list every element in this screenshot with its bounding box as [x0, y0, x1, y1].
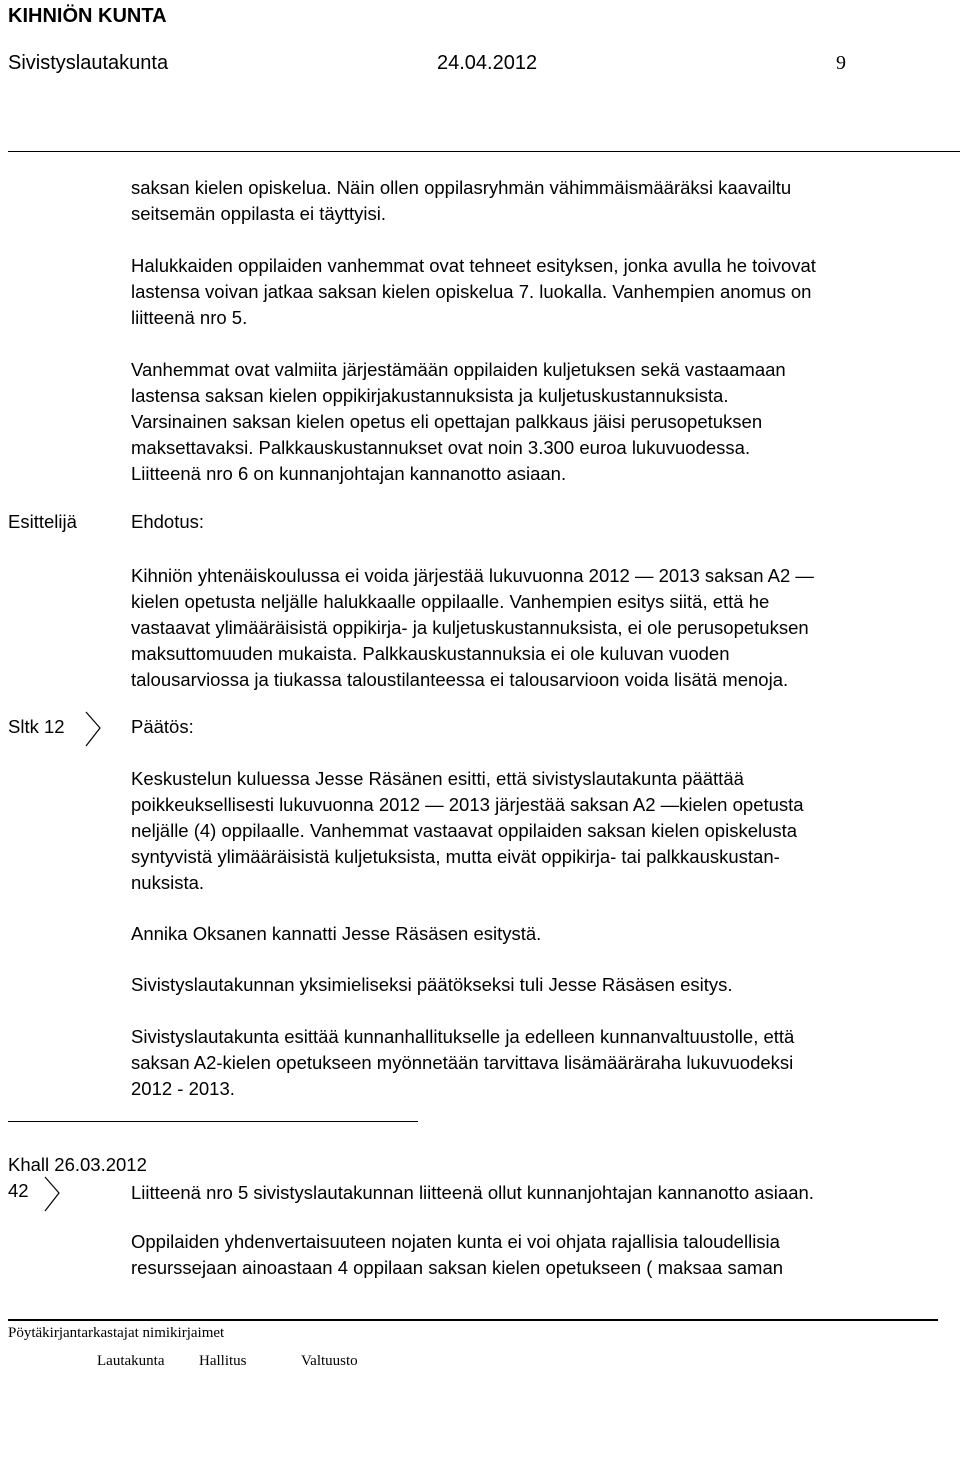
- intro-paragraph-1: [131, 175, 791, 227]
- proposal-heading: Ehdotus:: [131, 511, 205, 532]
- footer-col-hallitus: Hallitus: [199, 1353, 247, 1369]
- decision-heading: Päätös:: [131, 716, 194, 737]
- footer-col-valtuusto: Valtuusto: [301, 1353, 358, 1369]
- section-divider: [8, 1121, 418, 1122]
- text-line: saksan A2-kielen opetukseen myönnetään tarvittava lisämääräraha lukuvuodeksi: [131, 1052, 794, 1073]
- decision-paragraph-4: [131, 1024, 794, 1102]
- text-line: saksan kielen opiskelua. Näin ollen oppilasryhmän vähimmäismääräksi kaavailtu: [131, 177, 792, 198]
- decision-paragraph-2: Annika Oksanen kannatti Jesse Räsäsen esitystä.: [131, 923, 542, 944]
- text-line: kielen opetusta neljälle halukkaalle oppilaalle. Vanhempien esitys siitä, että he: [131, 591, 770, 612]
- footer-rule: [8, 1319, 938, 1321]
- section-brace-icon: [84, 710, 104, 750]
- text-line: maksettavaksi. Palkkauskustannukset ovat noin 3.300 euroa lukuvuodessa.: [131, 437, 751, 458]
- text-line: Vanhemmat ovat valmiita järjestämään oppilaiden kuljetuksen sekä vastaamaan: [131, 359, 786, 380]
- text-line: lastensa voivan jatkaa saksan kielen opiskelua 7. luokalla. Vanhempien anomus on: [131, 281, 812, 302]
- text-line: seitsemän oppilasta ei täyttyisi.: [131, 203, 387, 224]
- text-line: Oppilaiden yhdenvertaisuuteen nojaten kunta ei voi ohjata rajallisia taloudellisia: [131, 1231, 780, 1252]
- text-line: maksuttomuuden mukaista. Palkkauskustannuksia ei ole kuluvan vuoden: [131, 643, 730, 664]
- text-line: nuksista.: [131, 872, 205, 893]
- header-rule: [8, 151, 960, 152]
- text-line: poikkeuksellisesti lukuvuonna 2012 — 2013 järjestää saksan A2 —kielen opetusta: [131, 794, 804, 815]
- page-number: 9: [836, 52, 846, 74]
- text-line: Kihniön yhtenäiskoulussa ei voida järjestää lukuvuonna 2012 — 2013 saksan A2 —: [131, 565, 814, 586]
- text-line: Keskustelun kuluessa Jesse Räsänen esitti, että sivistyslautakunta päättää: [131, 768, 744, 789]
- text-line: liitteenä nro 5.: [131, 307, 248, 328]
- text-line: lastensa saksan kielen oppikirjakustannuksista ja kuljetuskustannuksista.: [131, 385, 729, 406]
- municipality-title: KIHNIÖN KUNTA: [8, 5, 167, 27]
- khall-brace-icon: [43, 1175, 63, 1215]
- committee-name: Sivistyslautakunta: [8, 52, 169, 74]
- section-label: Sltk 12: [8, 716, 65, 737]
- decision-paragraph-3: Sivistyslautakunnan yksimieliseksi päätökseksi tuli Jesse Räsäsen esitys.: [131, 974, 733, 995]
- text-line: neljälle (4) oppilaalle. Vanhemmat vastaavat oppilaiden saksan kielen opiskelusta: [131, 820, 798, 841]
- text-line: 2012 - 2013.: [131, 1078, 235, 1099]
- text-line: vastaavat ylimääräisistä oppikirja- ja kuljetuskustannuksista, ei ole perusopetuksen: [131, 617, 809, 638]
- text-line: Halukkaiden oppilaiden vanhemmat ovat tehneet esityksen, jonka avulla he toivovat: [131, 255, 816, 276]
- footer-col-lautakunta: Lautakunta: [97, 1353, 165, 1369]
- proposal-text: [131, 563, 814, 693]
- text-line: Liitteenä nro 6 on kunnanjohtajan kannanotto asiaan.: [131, 463, 567, 484]
- meeting-date: 24.04.2012: [437, 52, 538, 74]
- text-line: resurssejaan ainoastaan 4 oppilaan saksan kielen opetukseen ( maksaa saman: [131, 1257, 784, 1278]
- khall-section-number: 42: [8, 1180, 29, 1201]
- intro-paragraph-3: [131, 357, 786, 487]
- signatures-label: Pöytäkirjantarkastajat nimikirjaimet: [8, 1325, 225, 1341]
- khall-line-1: Liitteenä nro 5 sivistyslautakunnan liitteenä ollut kunnanjohtajan kannanotto asiaan.: [131, 1182, 814, 1203]
- presenter-label: Esittelijä: [8, 511, 77, 532]
- text-line: syntyvistä ylimääräisistä kuljetuksista, mutta eivät oppikirja- tai palkkauskustan-: [131, 846, 780, 867]
- text-line: Sivistyslautakunta esittää kunnanhallitukselle ja edelleen kunnanvaltuustolle, että: [131, 1026, 795, 1047]
- intro-paragraph-2: [131, 253, 816, 331]
- text-line: talousarviossa ja tiukassa taloustilanteessa ei talousarvioon voida lisätä menoja.: [131, 669, 789, 690]
- decision-paragraph-1: [131, 766, 804, 896]
- text-line: Varsinainen saksan kielen opetus eli opettajan palkkaus jäisi perusopetuksen: [131, 411, 763, 432]
- khall-paragraph-2: [131, 1229, 783, 1281]
- khall-date-label: Khall 26.03.2012: [8, 1154, 147, 1175]
